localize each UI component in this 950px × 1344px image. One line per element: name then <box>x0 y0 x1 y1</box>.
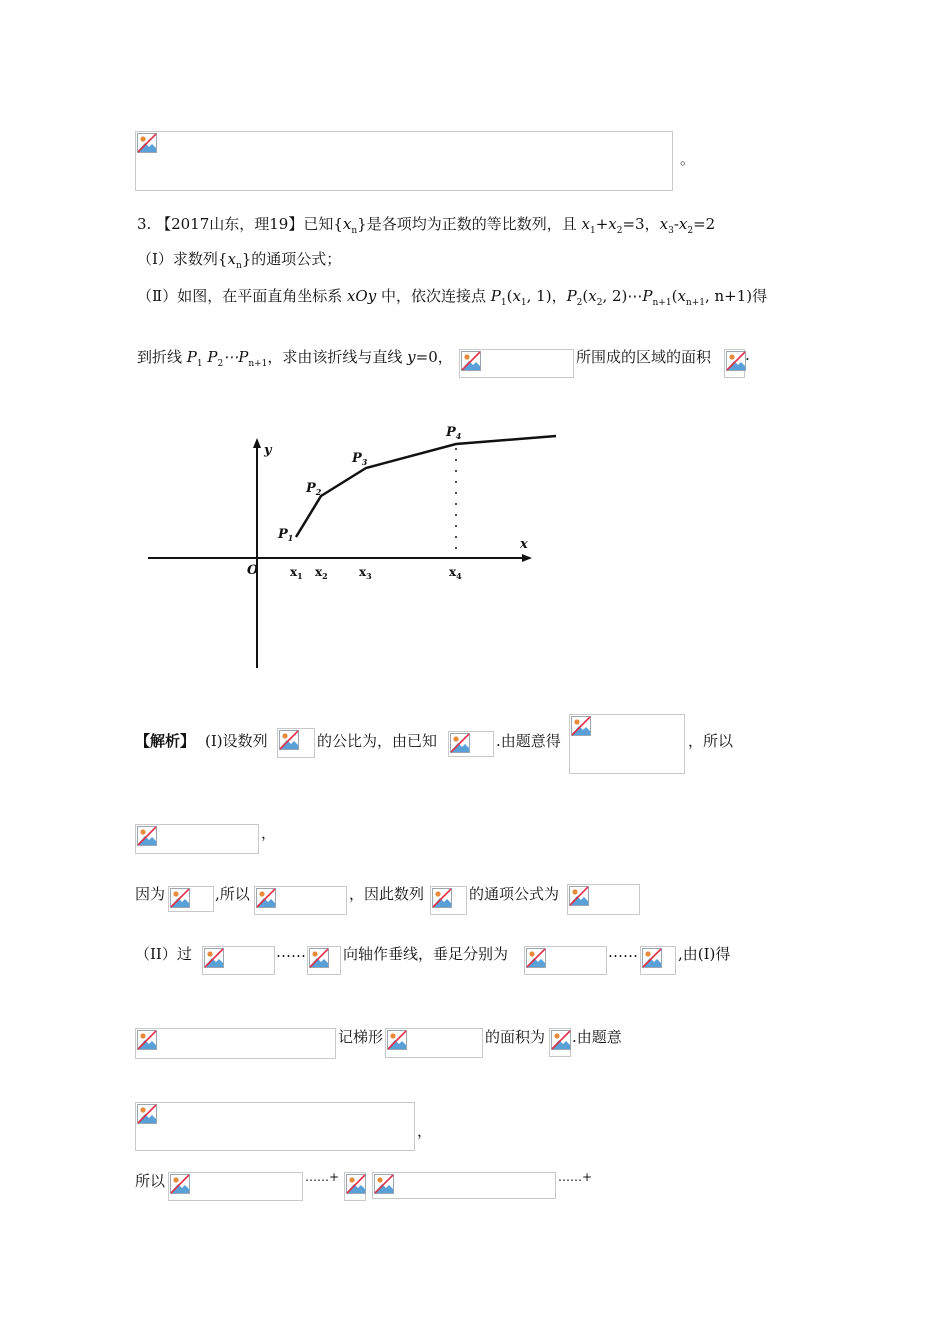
tick-x1-label: $x_1$ <box>290 565 303 581</box>
question-3-period: . <box>745 346 750 364</box>
broken-image-icon <box>726 351 746 371</box>
solution-text: 的通项公式为 <box>469 885 560 903</box>
point-p3-label: $P_3$ <box>352 451 368 467</box>
broken-image-icon <box>137 826 157 846</box>
broken-image-icon <box>279 730 299 750</box>
solution-text: 的公比为，由已知 <box>317 732 438 750</box>
solution-text: …… <box>608 943 638 961</box>
broken-image-icon <box>137 1104 157 1124</box>
broken-image-icon <box>170 888 190 908</box>
formula-image <box>385 1028 483 1058</box>
question-3-part-2-tail: 所围成的区域的面积 <box>576 348 712 366</box>
y-axis-label: y <box>264 443 272 458</box>
formula-image <box>135 1028 336 1059</box>
formula-image <box>430 886 467 915</box>
broken-image-icon <box>137 133 157 153</box>
origin-label: O <box>247 563 259 578</box>
formula-image <box>569 714 685 774</box>
solution-text: 的面积为 <box>485 1028 546 1046</box>
broken-image-icon <box>346 1174 366 1194</box>
y-axis-arrow <box>253 438 261 448</box>
formula-image <box>344 1172 366 1201</box>
formula-image <box>524 946 607 975</box>
solution-text: 向轴作垂线，垂足分别为 <box>343 945 509 963</box>
polyline-p1-p4 <box>296 436 556 537</box>
formula-image <box>372 1172 556 1199</box>
formula-image <box>640 946 676 975</box>
sentence-end: 。 <box>680 150 696 168</box>
solution-text: ……+ <box>305 1170 340 1184</box>
formula-image <box>135 131 673 191</box>
solution-text: ， <box>261 824 277 842</box>
formula-image <box>135 824 259 854</box>
solution-text: 记梯形 <box>338 1028 384 1046</box>
formula-image <box>168 886 214 912</box>
question-3-part-2: （Ⅱ）如图，在平面直角坐标系 xOy 中，依次连接点 $P_1(x_1$, 1)，$P_2(x_2$, $2)\cdots P_{n+1}(x_{n+1}$, n+1)得 <box>137 287 768 308</box>
solution-text: （II）过 <box>135 945 192 963</box>
x-axis-arrow <box>522 554 532 562</box>
question-3-part-2-cont: 到折线 $P_1$ $P_2\cdots P_{n+1}$，求由该折线与直线 y=0， <box>137 348 453 369</box>
analysis-tag: 【解析】 <box>135 732 196 750</box>
broken-image-icon <box>551 1030 571 1050</box>
broken-image-icon <box>170 1174 190 1194</box>
formula-image <box>168 1172 303 1201</box>
formula-image <box>254 886 347 915</box>
tick-x3-label: $x_3$ <box>359 565 372 581</box>
solution-text: ，因此数列 <box>349 885 425 903</box>
solution-text: (I)设数列 <box>205 732 268 750</box>
broken-image-icon <box>374 1174 394 1194</box>
solution-text: .由题意 <box>572 1028 622 1046</box>
solution-text: 所以 <box>135 1172 166 1190</box>
formula-image <box>307 946 341 975</box>
broken-image-icon <box>137 1030 157 1050</box>
broken-image-icon <box>450 733 470 753</box>
question-3-part-1: （Ⅰ）求数列$\{x_n\}$的通项公式； <box>137 250 342 271</box>
formula-image <box>724 349 745 378</box>
solution-text: ,所以 <box>215 885 250 903</box>
solution-text: …… <box>276 943 306 961</box>
question-3-stem: 3. 【2017山东，理19】已知$\{x_n\}$是各项均为正数的等比数列，且 $x_1+x_2=3$，$x_3-x_2=2$ <box>137 215 716 236</box>
broken-image-icon <box>256 888 276 908</box>
point-p2-label: $P_2$ <box>306 481 322 497</box>
solution-text: ,由(I)得 <box>678 945 731 963</box>
broken-image-icon <box>571 716 591 736</box>
broken-image-icon <box>432 888 452 908</box>
broken-image-icon <box>642 948 662 968</box>
formula-image <box>549 1028 571 1057</box>
tick-x2-label: $x_2$ <box>315 565 328 581</box>
broken-image-icon <box>569 886 589 906</box>
broken-image-icon <box>309 948 329 968</box>
formula-image <box>459 349 574 378</box>
solution-text: ， <box>417 1122 433 1140</box>
formula-image <box>135 1102 415 1151</box>
broken-image-icon <box>526 948 546 968</box>
formula-image <box>448 731 494 757</box>
formula-image <box>567 884 640 915</box>
polyline-figure <box>140 418 570 674</box>
point-p4-label: $P_4$ <box>446 425 462 441</box>
formula-image <box>202 946 275 975</box>
x-axis-label: x <box>520 537 528 552</box>
broken-image-icon <box>387 1030 407 1050</box>
solution-text: ，所以 <box>688 732 734 750</box>
solution-text: .由题意得 <box>496 732 561 750</box>
formula-image <box>277 728 315 758</box>
solution-text: 因为 <box>135 885 166 903</box>
point-p1-label: $P_1$ <box>278 527 294 543</box>
tick-x4-label: $x_4$ <box>449 565 462 581</box>
solution-text: ……+ <box>558 1170 593 1184</box>
broken-image-icon <box>461 351 481 371</box>
broken-image-icon <box>204 948 224 968</box>
